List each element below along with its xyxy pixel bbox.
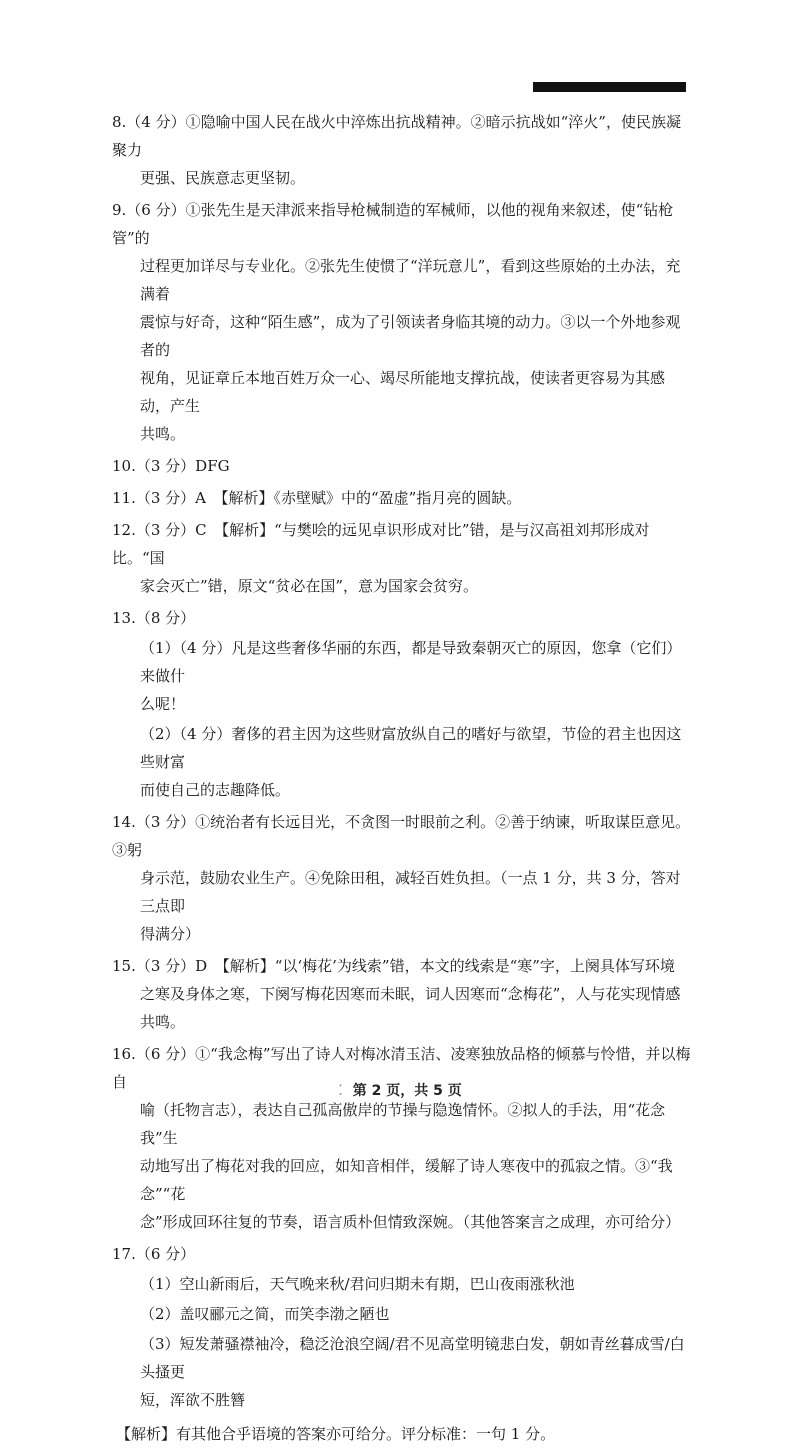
answer-9 bbox=[112, 196, 692, 448]
answer-line: （1）（4 分）凡是这些奢侈华丽的东西，都是导致秦朝灭亡的原因，您拿（它们）来做什 bbox=[140, 639, 682, 685]
answer-line: 8.（4 分）①隐喻中国人民在战火中淬炼出抗战精神。②暗示抗战如“淬火”，使民族凝聚力 bbox=[112, 113, 681, 159]
answer-14 bbox=[112, 808, 692, 948]
answer-line: 身示范，鼓励农业生产。④免除田租，减轻百姓负担。（一点 1 分，共 3 分，答对三点即 bbox=[140, 869, 681, 915]
answer-line: 11.（3 分）A 【解析】《赤壁赋》中的“盈虚”指月亮的圆缺。 bbox=[112, 489, 522, 507]
answer-line: 得满分） bbox=[140, 925, 201, 943]
answer-line: 念”形成回环往复的节奏，语言质朴但情致深婉。（其他答案言之成理，亦可给分） bbox=[140, 1213, 681, 1231]
answer-line: （1）空山新雨后，天气晚来秋/君问归期未有期，巴山夜雨涨秋池 bbox=[140, 1275, 575, 1293]
answer-line: 15.（3 分）D 【解析】“以‘梅花’为线索”错，本文的线索是“寒”字，上阕具体写环境 bbox=[112, 957, 675, 975]
answer-line: 10.（3 分）DFG bbox=[112, 457, 230, 475]
answer-title: 17.（6 分） bbox=[112, 1245, 196, 1263]
analysis-note: 【解析】有其他合乎语境的答案亦可给分。评分标准：一句 1 分。 bbox=[116, 1425, 556, 1443]
answer-line: 喻（托物言志），表达自己孤高傲岸的节操与隐逸情怀。②拟人的手法，用“花念我”生 bbox=[140, 1101, 666, 1147]
answer-line: 动地写出了梅花对我的回应，如知音相伴，缓解了诗人寒夜中的孤寂之情。③“我念”“花 bbox=[140, 1157, 673, 1203]
answer-line: 短，浑欲不胜簪 bbox=[140, 1391, 246, 1409]
answer-line: 9.（6 分）①张先生是天津派来指导枪械制造的军械师，以他的视角来叙述，使“钻枪管”的 bbox=[112, 201, 674, 247]
sub-answer bbox=[112, 1270, 692, 1298]
answer-content bbox=[112, 108, 692, 1452]
answer-15 bbox=[112, 952, 692, 1036]
answer-11 bbox=[112, 484, 692, 512]
answer-line: 更强、民族意志更坚韧。 bbox=[140, 169, 306, 187]
answer-title: 13.（8 分） bbox=[112, 609, 196, 627]
sub-answer bbox=[112, 1300, 692, 1328]
answer-line: 14.（3 分）①统治者有长远目光，不贪图一时眼前之利。②善于纳谏，听取谋臣意见。③躬 bbox=[112, 813, 691, 859]
answer-line: 视角，见证章丘本地百姓万众一心、竭尽所能地支撑抗战，使读者更容易为其感动，产生 bbox=[140, 369, 666, 415]
answer-line: 而使自己的志趣降低。 bbox=[140, 781, 291, 799]
header-rule bbox=[533, 82, 686, 92]
sub-answer bbox=[112, 1330, 692, 1414]
answer-line: （2）盖叹郦元之简，而笑李渤之陋也 bbox=[140, 1305, 390, 1323]
sub-answer bbox=[112, 720, 692, 804]
answer-10 bbox=[112, 452, 692, 480]
answer-line: 震惊与好奇，这种“陌生感”，成为了引领读者身临其境的动力。③以一个外地参观者的 bbox=[140, 313, 681, 359]
answer-line: 共鸣。 bbox=[140, 425, 186, 443]
page-number: 第 2 页，共 5 页 bbox=[352, 1083, 462, 1099]
answer-17 bbox=[112, 1240, 692, 1448]
footer-mark: ⁚ bbox=[338, 1083, 343, 1099]
answer-line: 16.（6 分）①“我念梅”写出了诗人对梅冰清玉洁、凌寒独放品格的倾慕与怜惜，并以梅自 bbox=[112, 1045, 691, 1091]
answer-16 bbox=[112, 1040, 692, 1236]
answer-8 bbox=[112, 108, 692, 192]
answer-line: 之寒及身体之寒，下阕写梅花因寒而未眠，词人因寒而“念梅花”，人与花实现情感共鸣。 bbox=[140, 985, 681, 1031]
answer-line: 过程更加详尽与专业化。②张先生使惯了“洋玩意儿”，看到这些原始的土办法，充满着 bbox=[140, 257, 681, 303]
answer-13 bbox=[112, 604, 692, 804]
answer-12 bbox=[112, 516, 692, 600]
answer-line: 么呢！ bbox=[140, 695, 186, 713]
sub-answer bbox=[112, 634, 692, 718]
answer-line: 家会灭亡”错，原文“贫必在国”，意为国家会贫穷。 bbox=[140, 577, 479, 595]
answer-line: （3）短发萧骚襟袖冷，稳泛沧浪空阔/君不见高堂明镜悲白发，朝如青丝暮成雪/白头搔更 bbox=[140, 1335, 685, 1381]
page-footer bbox=[0, 1080, 800, 1100]
answer-line: （2）（4 分）奢侈的君主因为这些财富放纵自己的嗜好与欲望，节俭的君主也因这些财富 bbox=[140, 725, 682, 771]
answer-line: 12.（3 分）C 【解析】“与樊哙的远见卓识形成对比”错，是与汉高祖刘邦形成对比。“国 bbox=[112, 521, 650, 567]
